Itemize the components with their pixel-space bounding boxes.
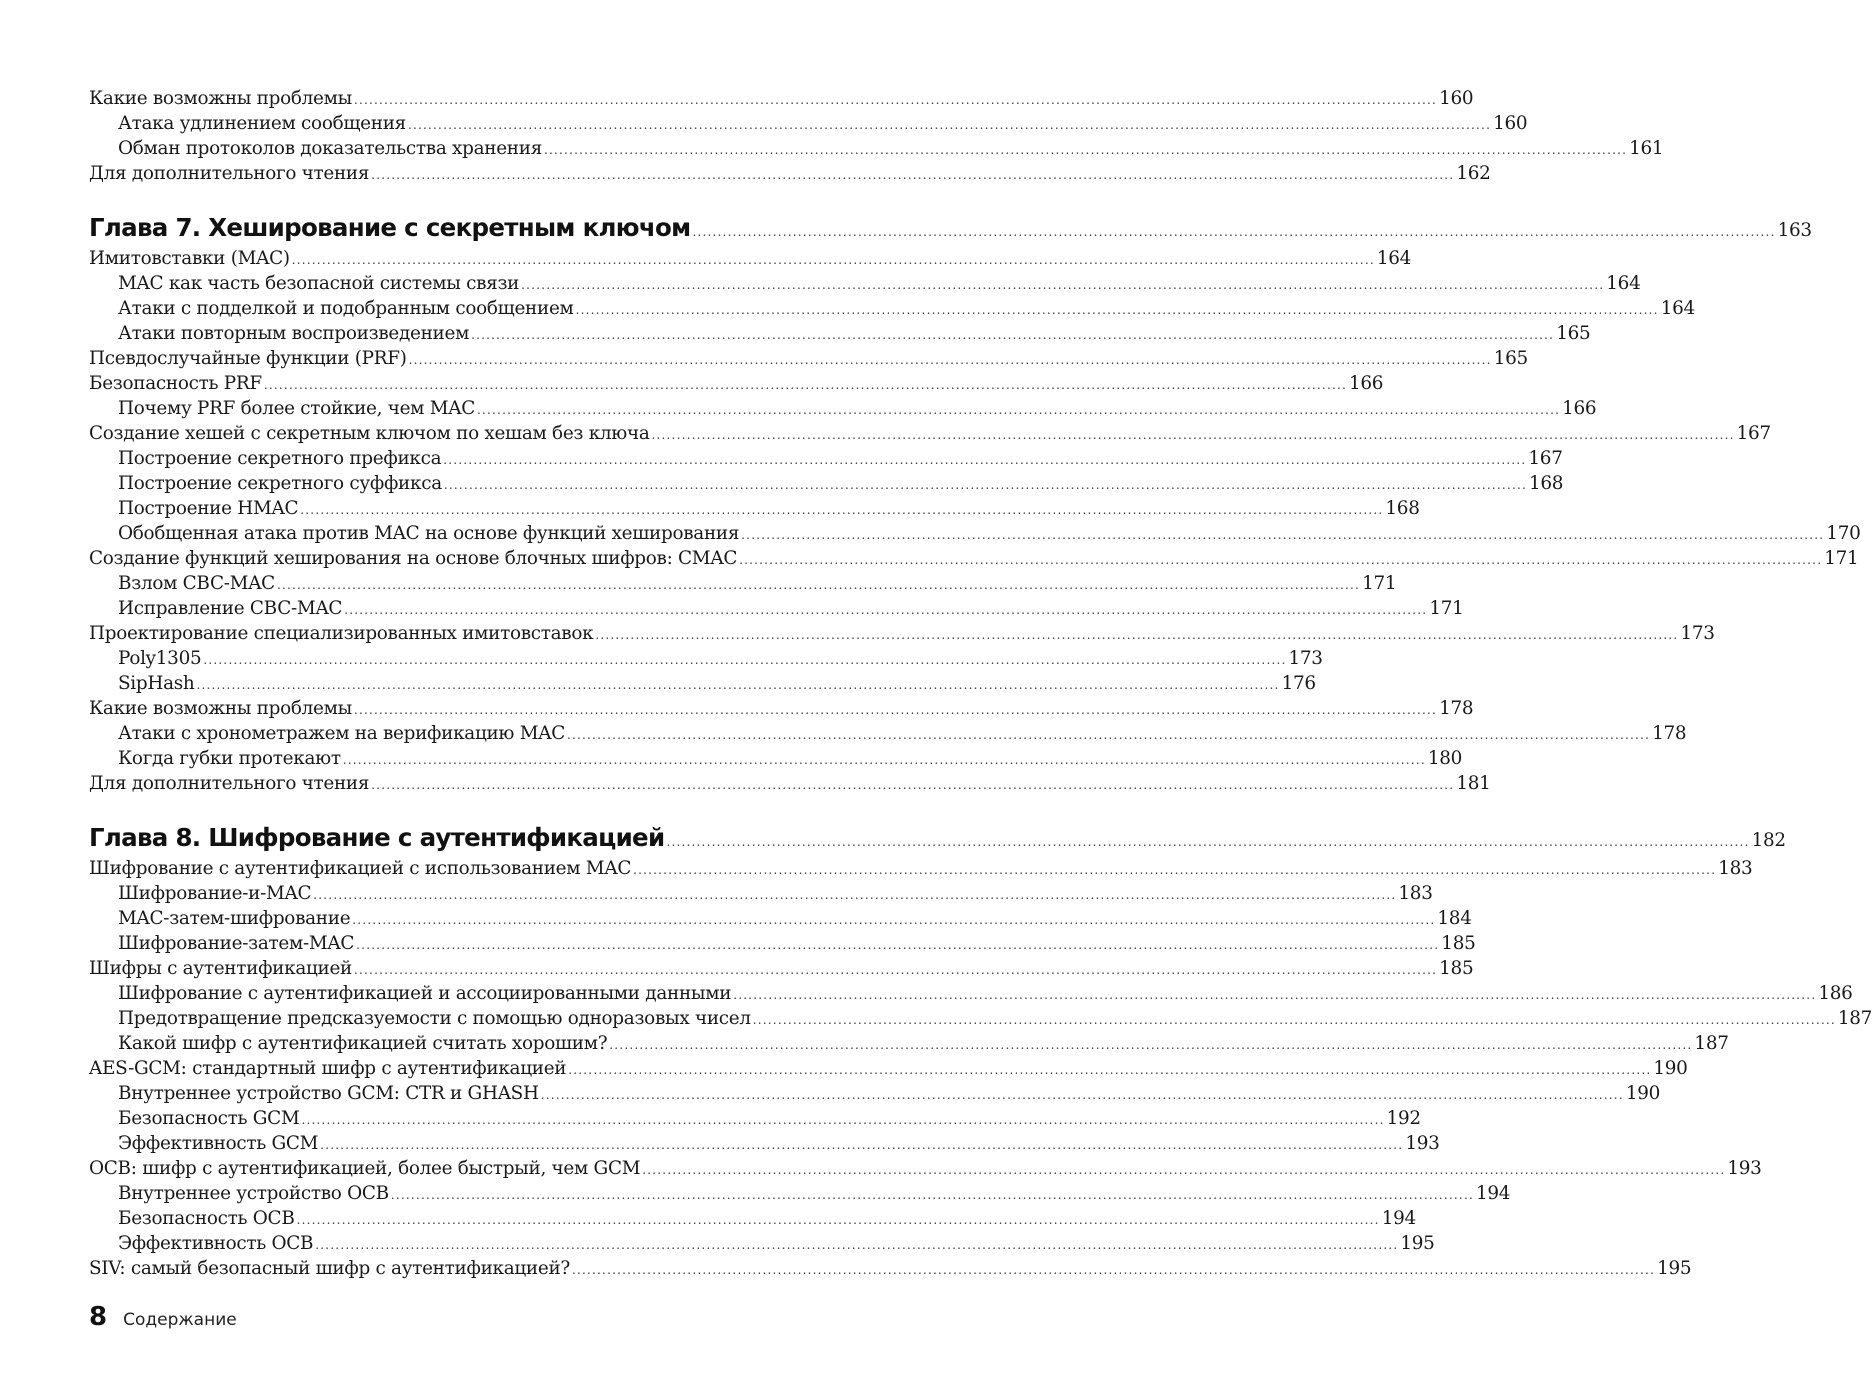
- chapter-page-number: 163: [1777, 220, 1812, 241]
- toc-subentry: [89, 571, 1397, 596]
- toc-subentry: [89, 646, 1323, 671]
- entry-title: SipHash: [118, 673, 195, 694]
- entry-page-number: 166: [1562, 398, 1597, 419]
- dot-leader: ........................................................................................................................................................................................................................: [741, 528, 1825, 542]
- toc-subentry: [89, 746, 1463, 771]
- entry-page-number: 165: [1556, 323, 1591, 344]
- entry-page-number: 176: [1281, 673, 1316, 694]
- dot-leader: ........................................................................................................................................................................................................................: [352, 913, 1436, 927]
- toc-subentry: [89, 471, 1564, 496]
- entry-title: Атаки повторным воспроизведением: [118, 323, 470, 344]
- dot-leader: ........................................................................................................................................................................................................................: [300, 503, 1384, 517]
- dot-leader: ........................................................................................................................................................................................................................: [203, 653, 1287, 667]
- entry-page-number: 168: [1385, 498, 1420, 519]
- toc-subentry: [89, 111, 1528, 136]
- dot-leader: ........................................................................................................................................................................................................................: [301, 1113, 1385, 1127]
- dot-leader: ........................................................................................................................................................................................................................: [196, 678, 1280, 692]
- toc-subentry: [89, 671, 1316, 696]
- toc-subentry: [89, 881, 1433, 906]
- entry-page-number: 187: [1694, 1033, 1729, 1054]
- entry-title: Атака удлинением сообщения: [118, 113, 406, 134]
- entry-title: Poly1305: [118, 648, 202, 669]
- dot-leader: ........................................................................................................................................................................................................................: [733, 988, 1817, 1002]
- page-footer: [89, 1302, 237, 1332]
- toc-entry: [89, 956, 1474, 981]
- entry-page-number: 186: [1818, 983, 1853, 1004]
- dot-leader: ........................................................................................................................................................................................................................: [566, 728, 1651, 742]
- entry-title: Построение HMAC: [118, 498, 299, 519]
- dot-leader: ........................................................................................................................................................................................................................: [633, 863, 1717, 877]
- toc-subentry: [89, 1106, 1421, 1131]
- entry-page-number: 165: [1493, 348, 1528, 369]
- entry-page-number: 185: [1439, 958, 1474, 979]
- toc-subentry: [89, 1231, 1435, 1256]
- entry-title: Для дополнительного чтения: [89, 163, 370, 184]
- toc-entry: [89, 771, 1491, 796]
- entry-title: Имитовставки (MAC): [89, 248, 290, 269]
- toc-entry: [89, 546, 1859, 571]
- entry-page-number: 195: [1400, 1233, 1435, 1254]
- entry-page-number: 187: [1837, 1008, 1872, 1029]
- entry-page-number: 167: [1736, 423, 1771, 444]
- running-title: Содержание: [123, 1310, 237, 1330]
- entry-page-number: 178: [1652, 723, 1687, 744]
- entry-title: Создание хешей с секретным ключом по хешам без ключа: [89, 423, 650, 444]
- toc-subentry: [89, 1181, 1511, 1206]
- entry-title: Шифрование-и-MAC: [118, 883, 312, 904]
- entry-page-number: 170: [1826, 523, 1861, 544]
- entry-title: SIV: самый безопасный шифр с аутентификацией?: [89, 1258, 570, 1279]
- dot-leader: ........................................................................................................................................................................................................................: [344, 603, 1428, 617]
- dot-leader: ........................................................................................................................................................................................................................: [540, 1088, 1624, 1102]
- toc-subentry: [89, 396, 1597, 421]
- toc-entry: [89, 696, 1474, 721]
- toc-subentry: [89, 321, 1591, 346]
- dot-leader: ........................................................................................................................................................................................................................: [407, 118, 1492, 132]
- entry-title: Шифры с аутентификацией: [89, 958, 353, 979]
- dot-leader: ........................................................................................................................................................................................................................: [739, 553, 1823, 567]
- toc-entry: [89, 1256, 1692, 1281]
- toc-entry: [89, 161, 1491, 186]
- entry-page-number: 190: [1625, 1083, 1661, 1104]
- entry-title: Исправление CBC-MAC: [118, 598, 343, 619]
- entry-title: Построение секретного суффикса: [118, 473, 442, 494]
- dot-leader: ........................................................................................................................................................................................................................: [353, 93, 1438, 107]
- entry-page-number: 194: [1475, 1183, 1511, 1204]
- entry-title: Для дополнительного чтения: [89, 773, 370, 794]
- toc-subentry: [89, 981, 1853, 1006]
- entry-title: Почему PRF более стойкие, чем MAC: [118, 398, 475, 419]
- dot-leader: ........................................................................................................................................................................................................................: [609, 1038, 1693, 1052]
- entry-page-number: 190: [1653, 1058, 1688, 1079]
- entry-page-number: 162: [1456, 163, 1491, 184]
- dot-leader: ........................................................................................................................................................................................................................: [353, 703, 1438, 717]
- dot-leader: ........................................................................................................................................................................................................................: [651, 428, 1735, 442]
- page-number: 8: [89, 1302, 108, 1332]
- entry-title: Какие возможны проблемы: [89, 698, 352, 719]
- entry-title: Атаки с подделкой и подобранным сообщением: [118, 298, 574, 319]
- entry-page-number: 164: [1376, 248, 1412, 269]
- dot-leader: ........................................................................................................................................................................................................................: [342, 753, 1426, 767]
- toc-subentry: [89, 1131, 1440, 1156]
- toc-subentry: [89, 906, 1472, 931]
- dot-leader: ........................................................................................................................................................................................................................: [371, 168, 1455, 182]
- entry-title: Обобщенная атака против MAC на основе функций хеширования: [118, 523, 740, 544]
- entry-title: Безопасность PRF: [89, 373, 262, 394]
- entry-title: Атаки с хронометражем на верификацию MAC: [118, 723, 565, 744]
- entry-title: MAC как часть безопасной системы связи: [118, 273, 520, 294]
- entry-title: Проектирование специализированных имитовставок: [89, 623, 594, 644]
- dot-leader: ........................................................................................................................................................................................................................: [692, 225, 1776, 239]
- dot-leader: ........................................................................................................................................................................................................................: [313, 888, 1397, 902]
- chapter-heading: [89, 210, 1812, 246]
- entry-page-number: 193: [1405, 1133, 1440, 1154]
- dot-leader: ........................................................................................................................................................................................................................: [575, 303, 1659, 317]
- entry-title: Какие возможны проблемы: [89, 88, 352, 109]
- entry-page-number: 168: [1529, 473, 1564, 494]
- entry-title: OCB: шифр с аутентификацией, более быстрый, чем GCM: [89, 1158, 641, 1179]
- entry-page-number: 166: [1349, 373, 1384, 394]
- entry-page-number: 164: [1660, 298, 1695, 319]
- dot-leader: ........................................................................................................................................................................................................................: [390, 1188, 1474, 1202]
- entry-title: Построение секретного префикса: [118, 448, 442, 469]
- toc-entry: [89, 371, 1384, 396]
- dot-leader: ........................................................................................................................................................................................................................: [356, 938, 1440, 952]
- entry-page-number: 195: [1657, 1258, 1692, 1279]
- toc-subentry: [89, 296, 1695, 321]
- dot-leader: ........................................................................................................................................................................................................................: [544, 143, 1628, 157]
- entry-page-number: 178: [1439, 698, 1474, 719]
- entry-title: Безопасность OCB: [118, 1208, 295, 1229]
- entry-title: Обман протоколов доказательства хранения: [118, 138, 542, 159]
- toc-subentry: [89, 1206, 1416, 1231]
- toc-entry: [89, 346, 1528, 371]
- entry-title: Безопасность GCM: [118, 1108, 300, 1129]
- dot-leader: ........................................................................................................................................................................................................................: [595, 628, 1679, 642]
- dot-leader: ........................................................................................................................................................................................................................: [276, 578, 1361, 592]
- entry-page-number: 161: [1629, 138, 1664, 159]
- entry-page-number: 171: [1362, 573, 1397, 594]
- dot-leader: ........................................................................................................................................................................................................................: [320, 1138, 1404, 1152]
- entry-title: Псевдослучайные функции (PRF): [89, 348, 407, 369]
- toc-subentry: [89, 521, 1861, 546]
- entry-page-number: 181: [1456, 773, 1491, 794]
- dot-leader: ........................................................................................................................................................................................................................: [477, 403, 1561, 417]
- dot-leader: ........................................................................................................................................................................................................................: [408, 353, 1492, 367]
- toc-subentry: [89, 136, 1664, 161]
- toc-entry: [89, 1056, 1688, 1081]
- entry-title: Внутреннее устройство GCM: CTR и GHASH: [118, 1083, 539, 1104]
- toc-subentry: [89, 931, 1476, 956]
- entry-page-number: 160: [1439, 88, 1474, 109]
- toc-subentry: [89, 721, 1687, 746]
- dot-leader: ........................................................................................................................................................................................................................: [263, 378, 1347, 392]
- entry-title: Эффективность OCB: [118, 1233, 314, 1254]
- entry-page-number: 164: [1606, 273, 1641, 294]
- dot-leader: ........................................................................................................................................................................................................................: [752, 1013, 1836, 1027]
- entry-page-number: 167: [1528, 448, 1563, 469]
- toc-entry: [89, 1156, 1762, 1181]
- dot-leader: ........................................................................................................................................................................................................................: [291, 253, 1375, 267]
- dot-leader: ........................................................................................................................................................................................................................: [296, 1213, 1380, 1227]
- chapter-title: Глава 7. Хеширование с секретным ключом: [89, 213, 691, 242]
- toc-subentry: [89, 271, 1641, 296]
- entry-title: MAC-затем-шифрование: [118, 908, 351, 929]
- chapter-heading: [89, 820, 1786, 856]
- entry-title: Эффективность GCM: [118, 1133, 319, 1154]
- toc-entry: [89, 421, 1771, 446]
- entry-title: Шифрование с аутентификацией с использованием MAC: [89, 858, 632, 879]
- entry-title: Внутреннее устройство OCB: [118, 1183, 389, 1204]
- entry-page-number: 194: [1381, 1208, 1416, 1229]
- entry-page-number: 180: [1427, 748, 1463, 769]
- entry-page-number: 183: [1398, 883, 1433, 904]
- entry-title: Какой шифр с аутентификацией считать хорошим?: [118, 1033, 608, 1054]
- toc-subentry: [89, 1031, 1729, 1056]
- entry-title: AES-GCM: стандартный шифр с аутентификацией: [89, 1058, 567, 1079]
- entry-title: Взлом CBC-MAC: [118, 573, 275, 594]
- entry-title: Предотвращение предсказуемости с помощью одноразовых чисел: [118, 1008, 751, 1029]
- entry-page-number: 171: [1824, 548, 1859, 569]
- entry-page-number: 193: [1727, 1158, 1762, 1179]
- chapter-title: Глава 8. Шифрование с аутентификацией: [89, 823, 665, 852]
- entry-page-number: 160: [1493, 113, 1528, 134]
- dot-leader: ........................................................................................................................................................................................................................: [315, 1238, 1399, 1252]
- entry-page-number: 192: [1386, 1108, 1421, 1129]
- toc-entry: [89, 621, 1715, 646]
- entry-page-number: 173: [1288, 648, 1323, 669]
- entry-title: Шифрование с аутентификацией и ассоциированными данными: [118, 983, 732, 1004]
- dot-leader: ........................................................................................................................................................................................................................: [443, 478, 1527, 492]
- chapter-page-number: 182: [1751, 830, 1786, 851]
- entry-title: Когда губки протекают: [118, 748, 341, 769]
- table-of-contents: [89, 86, 1872, 1281]
- toc-subentry: [89, 1081, 1661, 1106]
- toc-entry: [89, 856, 1753, 881]
- entry-page-number: 173: [1680, 623, 1715, 644]
- dot-leader: ........................................................................................................................................................................................................................: [471, 328, 1555, 342]
- entry-page-number: 185: [1441, 933, 1476, 954]
- toc-subentry: [89, 1006, 1872, 1031]
- toc-subentry: [89, 596, 1464, 621]
- dot-leader: ........................................................................................................................................................................................................................: [354, 963, 1438, 977]
- dot-leader: ........................................................................................................................................................................................................................: [443, 453, 1527, 467]
- dot-leader: ........................................................................................................................................................................................................................: [642, 1163, 1726, 1177]
- toc-subentry: [89, 496, 1420, 521]
- entry-title: Шифрование-затем-MAC: [118, 933, 355, 954]
- entry-page-number: 171: [1429, 598, 1464, 619]
- entry-page-number: 183: [1718, 858, 1753, 879]
- dot-leader: ........................................................................................................................................................................................................................: [521, 278, 1605, 292]
- toc-entry: [89, 86, 1474, 111]
- dot-leader: ........................................................................................................................................................................................................................: [666, 835, 1750, 849]
- dot-leader: ........................................................................................................................................................................................................................: [571, 1263, 1656, 1277]
- entry-page-number: 184: [1437, 908, 1472, 929]
- entry-title: Создание функций хеширования на основе блочных шифров: CMAC: [89, 548, 738, 569]
- toc-entry: [89, 246, 1412, 271]
- dot-leader: ........................................................................................................................................................................................................................: [568, 1063, 1652, 1077]
- dot-leader: ........................................................................................................................................................................................................................: [371, 778, 1455, 792]
- toc-subentry: [89, 446, 1563, 471]
